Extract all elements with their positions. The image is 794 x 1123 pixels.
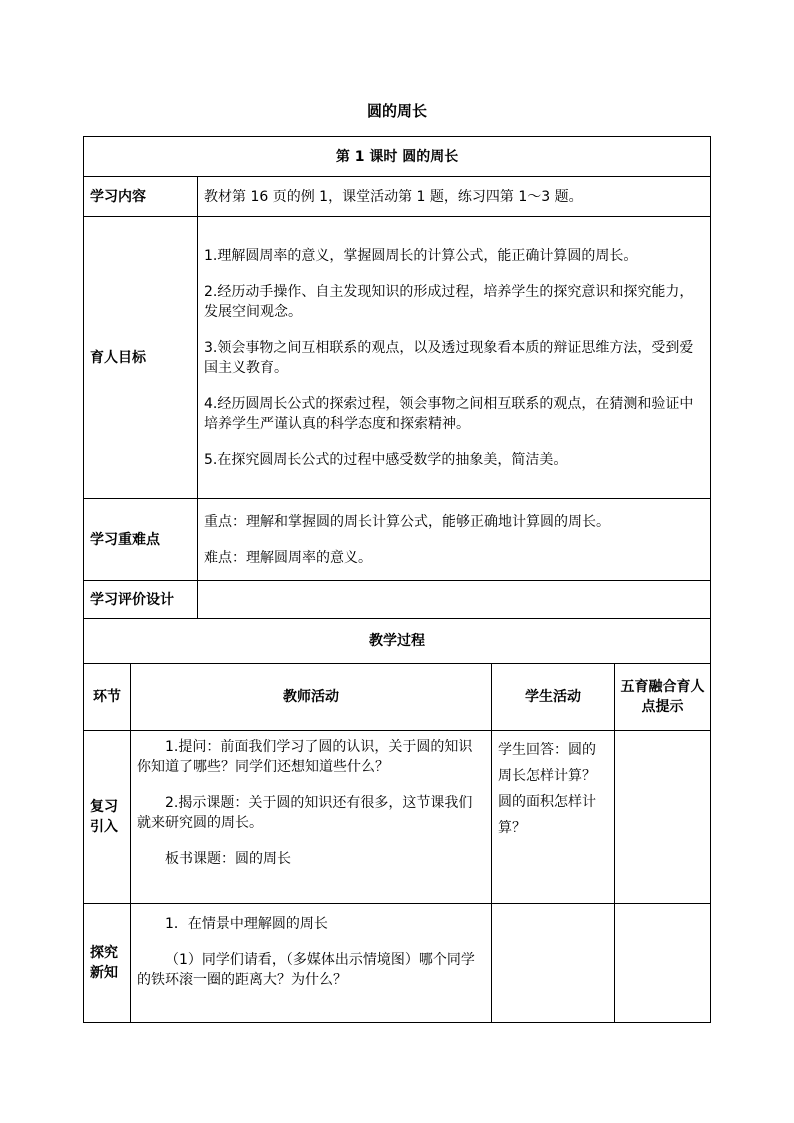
evaluation-row [84,581,711,619]
col-tip-header: 五育融合育人点提示 [615,664,711,731]
goal-item: 5.在探究圆周长公式的过程中感受数学的抽象美，简洁美。 [204,451,568,468]
goal-item: 4.经历圆周长公式的探索过程，领会事物之间相互联系的观点，在猜测和验证中培养学生严谨认真的科学态度和探索精神。 [204,395,694,432]
evaluation-label: 学习评价设计 [84,581,198,619]
goals-row [84,217,711,499]
content-label: 学习内容 [84,177,198,217]
content-text: 教材第 16 页的例 1，课堂活动第 1 题，练习四第 1～3 题。 [198,177,711,217]
explore-teacher-step: 1．在情景中理解圆的周长 [165,916,328,932]
goal-item: 1.理解圆周率的意义，掌握圆周长的计算公式，能正确计算圆的周长。 [204,247,638,264]
col-student-header: 学生活动 [492,664,615,731]
content-row [84,177,711,217]
lesson-plan-table [83,136,711,1023]
review-tip [615,731,711,904]
lesson-header-row [84,137,711,177]
col-stage-header: 环节 [84,664,131,731]
explore-tip [615,904,711,1023]
col-teacher-header: 教师活动 [131,664,492,731]
key-point: 重点：理解和掌握圆的周长计算公式，能够正确地计算圆的周长。 [204,513,610,530]
goals-label: 育人目标 [84,217,198,499]
explore-teacher [131,904,492,1023]
goal-item: 3.领会事物之间互相联系的观点，以及透过现象看本质的辩证思维方法，受到爱国主义教育。 [204,339,694,376]
lesson-header: 第 1 课时 圆的周长 [84,137,711,177]
review-teacher-step: 1.提问：前面我们学习了圆的认识，关于圆的知识你知道了哪些？同学们还想知道些什么？ [137,739,473,775]
process-header-row [84,664,711,731]
review-teacher [131,731,492,904]
process-title: 教学过程 [84,619,711,664]
difficulty-label: 学习重难点 [84,499,198,581]
review-student: 学生回答：圆的周长怎样计算？圆的面积怎样计算？ [492,731,615,904]
review-teacher-step: 2.揭示课题：关于圆的知识还有很多，这节课我们就来研究圆的周长。 [137,795,473,831]
review-row [84,731,711,904]
explore-teacher-step: （1）同学们请看，（多媒体出示情境图）哪个同学的铁环滚一圈的距离大？为什么？ [137,952,475,988]
review-stage: 复习引入 [84,731,131,904]
document-title: 圆的周长 [366,102,427,120]
difficult-point: 难点：理解圆周率的意义。 [204,549,372,566]
goal-item: 2.经历动手操作、自主发现知识的形成过程，培养学生的探究意识和探究能力，发展空间观念。 [204,283,694,320]
evaluation-text [198,581,711,619]
explore-stage: 探究新知 [84,904,131,1023]
difficulty-cell [198,499,711,581]
explore-student [492,904,615,1023]
process-title-row [84,619,711,664]
review-teacher-step: 板书课题：圆的周长 [165,851,291,867]
goals-cell [198,217,711,499]
difficulty-row [84,499,711,581]
explore-row [84,904,711,1023]
